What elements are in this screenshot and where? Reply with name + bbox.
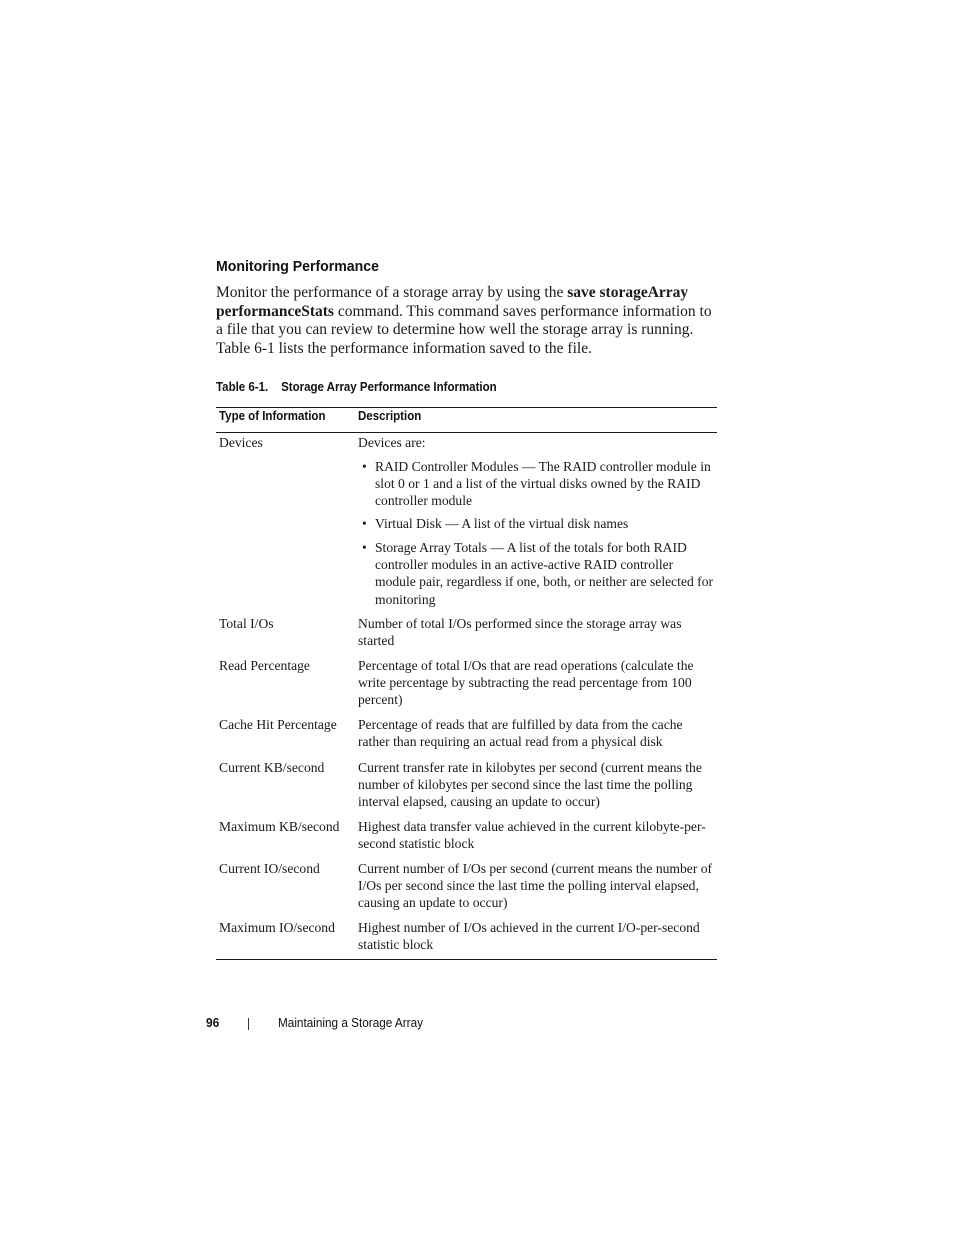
footer-divider <box>248 1018 249 1030</box>
table-cell-type: Current KB/second <box>219 760 325 775</box>
bullet-icon: • <box>362 516 367 531</box>
paragraph-text-2: command. This command saves performance information to a file that you can review to determine how well the storage array is running. Table 6-1 lists the performance information saved to the file. <box>216 302 712 358</box>
table-cell-description: Highest number of I/Os achieved in the current I/O-per-second statistic block <box>358 920 700 953</box>
list-item <box>358 539 716 608</box>
table-cell-description: Devices are: <box>358 435 426 450</box>
bullet-icon: • <box>362 540 367 555</box>
table-caption <box>216 380 497 394</box>
table-header-description: Description <box>358 409 422 423</box>
table-cell-description: Current number of I/Os per second (current means the number of I/Os per second since the last time the polling interval elapsed, causing an update to occur) <box>358 861 713 911</box>
list-item <box>358 515 716 532</box>
table-cell-type: Total I/Os <box>219 616 274 631</box>
table-header-rule <box>216 432 717 433</box>
table-bottom-rule <box>216 959 717 960</box>
table-cell-type: Read Percentage <box>219 658 310 673</box>
page-number: 96 <box>206 1015 220 1030</box>
table-cell-description: Percentage of total I/Os that are read operations (calculate the write percentage by subtracting the read percentage from 100 percent) <box>358 658 694 708</box>
table-caption-label: Table 6-1. <box>216 380 269 394</box>
table-cell-type: Devices <box>219 435 263 450</box>
list-item-text: Storage Array Totals — A list of the totals for both RAID controller modules in an active-active RAID controller module pair, regardless if one, both, or neither are selected for monitoring <box>375 540 714 607</box>
list-item-text: RAID Controller Modules — The RAID controller module in slot 0 or 1 and a list of the virtual disks owned by the RAID controller module <box>375 459 711 509</box>
table-cell-description: Number of total I/Os performed since the storage array was started <box>358 616 682 649</box>
table-cell-type: Maximum IO/second <box>219 920 335 935</box>
table-cell-description: Highest data transfer value achieved in the current kilobyte-per-second statistic block <box>358 819 706 852</box>
table-cell-description: Percentage of reads that are fulfilled by data from the cache rather than requiring an actual read from a physical disk <box>358 717 683 750</box>
chapter-title: Maintaining a Storage Array <box>278 1016 424 1030</box>
intro-paragraph <box>216 284 716 359</box>
paragraph-text-1: Monitor the performance of a storage array by using the <box>216 284 568 301</box>
table-cell-description: Current transfer rate in kilobytes per second (current means the number of kilobytes per second since the last time the polling interval elapsed, causing an update to occur) <box>358 760 702 810</box>
command-name: save storageArray performanceStats <box>216 284 689 320</box>
table-cell-type: Current IO/second <box>219 861 320 876</box>
table-header-type: Type of Information <box>219 409 326 423</box>
list-item-text: Virtual Disk — A list of the virtual disk names <box>375 516 629 531</box>
table-caption-title: Storage Array Performance Information <box>281 380 497 394</box>
section-heading: Monitoring Performance <box>216 258 379 275</box>
bullet-icon: • <box>362 459 367 474</box>
table-cell-type: Cache Hit Percentage <box>219 717 337 732</box>
list-item <box>358 458 716 510</box>
table-cell-type: Maximum KB/second <box>219 819 340 834</box>
table-top-rule <box>216 407 717 408</box>
